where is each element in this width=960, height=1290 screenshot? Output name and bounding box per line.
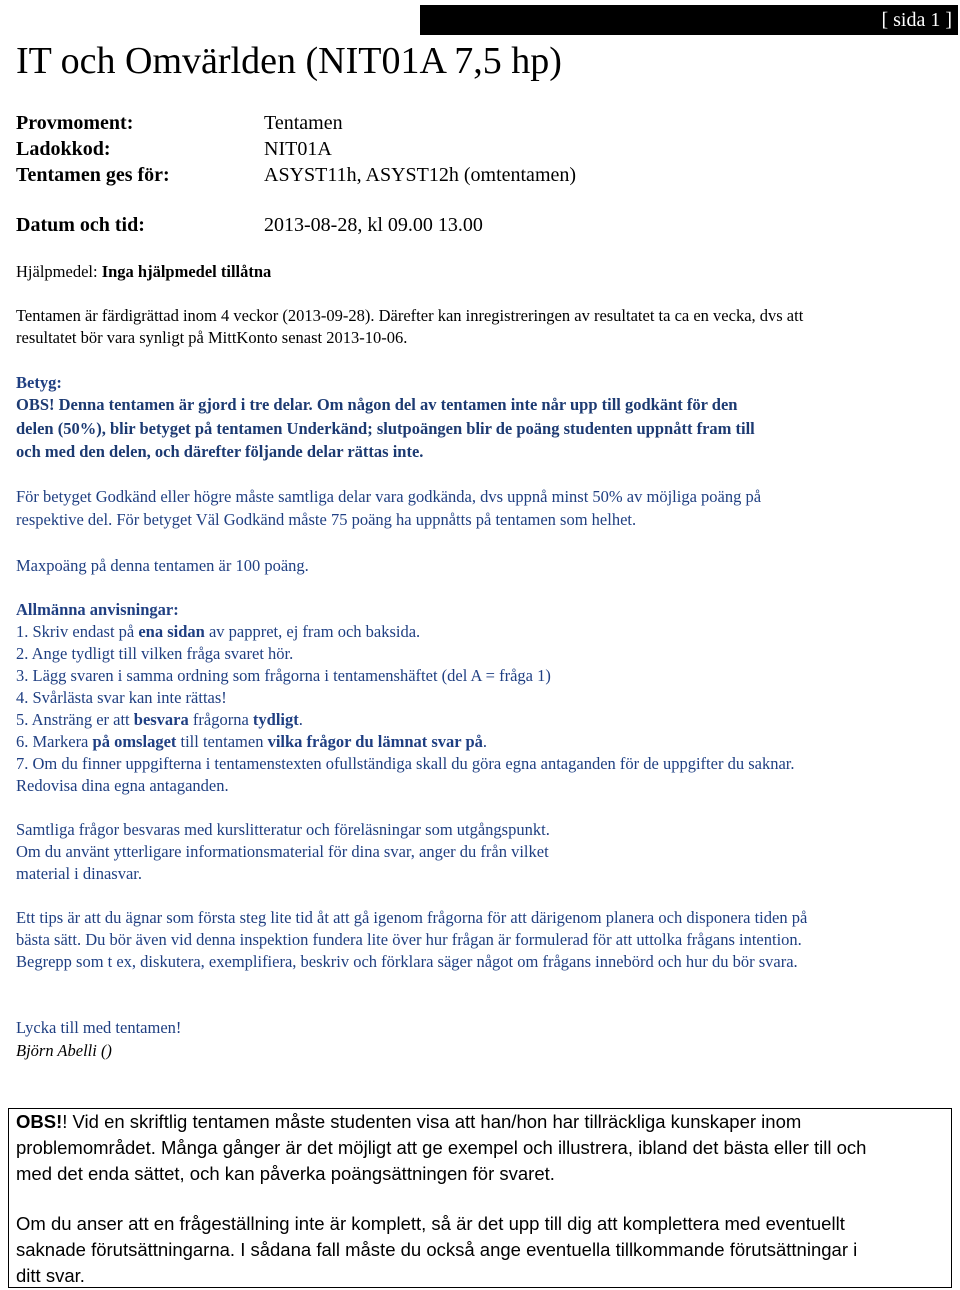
tips-line-3: Begrepp som t ex, diskutera, exemplifiera, beskriv och förklara säger något om frågans innebörd och hur du bör svara.	[16, 952, 798, 971]
tips-line-1: Ett tips är att du ägnar som första steg lite tid åt att gå igenom frågorna för att därigenom planera och disponera tiden på	[16, 908, 808, 927]
notice-box	[8, 1108, 952, 1288]
sources-line-3: material i dinasvar.	[16, 864, 142, 883]
page-title: IT och Omvärlden (NIT01A 7,5 hp)	[16, 40, 562, 82]
graded-line-1: Tentamen är färdigrättad inom 4 veckor (2013-09-28). Därefter kan inregistreringen av resultatet ta ca en vecka, dvs att	[16, 306, 804, 325]
graded-line-2: resultatet bör vara synligt på MittKonto senast 2013-10-06.	[16, 328, 408, 347]
page-label: [ sida 1 ]	[420, 5, 958, 35]
tips-line-2: bästa sätt. Du bör även vid denna inspektion fundera lite över hur frågan är formulerad för att uttolka frågans intention.	[16, 930, 802, 949]
meta-label-audience: Tentamen ges för:	[16, 164, 170, 186]
obs-line-1	[16, 394, 737, 416]
instruction-6-d: vilka frågor du lämnat svar på	[267, 732, 483, 751]
instruction-6-b: på omslaget	[92, 732, 177, 751]
date-value: 2013-08-28, kl 09.00 13.00	[264, 214, 483, 236]
instruction-5-a: 5. Ansträng er att	[16, 710, 134, 729]
grading-heading: Betyg:	[16, 373, 62, 392]
notice-line-5: saknade förutsättningarna. I sådana fall måste du också ange eventuella tillkommande förutsättningar i	[16, 1239, 858, 1260]
instruction-5-e: .	[298, 710, 303, 729]
obs-rule-start: Om någon del av tentamen inte når upp till godkänt för den	[316, 395, 738, 414]
meta-value-ladokkod: NIT01A	[264, 138, 332, 160]
instruction-6	[16, 731, 487, 753]
obs-three-parts: OBS! Denna tentamen är gjord i tre delar.	[16, 395, 313, 414]
notice-obs: OBS!	[16, 1111, 63, 1132]
godkand-line-2: respektive del. För betyget Väl Godkänd måste 75 poäng ha uppnåtts på tentamen som helhet.	[16, 510, 637, 529]
instruction-3: 3. Lägg svaren i samma ordning som frågorna i tentamenshäftet (del A = fråga 1)	[16, 666, 551, 685]
notice-line-4: Om du anser att en frågeställning inte är komplett, så är det upp till dig att komplettera med eventuellt	[16, 1213, 845, 1234]
godkand-line-1: För betyget Godkänd eller högre måste samtliga delar vara godkända, dvs uppnå minst 50% av möjliga poäng på	[16, 487, 762, 506]
instruction-1	[16, 621, 420, 643]
notice-line-1-rest: ! Vid en skriftlig tentamen måste studenten visa att han/hon har tillräckliga kunskaper inom	[62, 1111, 802, 1132]
instruction-5-c: frågorna	[188, 710, 253, 729]
obs-line-2: delen (50%), blir betyget på tentamen Underkänd; slutpoängen blir de poäng studenten uppnått fram till	[16, 419, 755, 438]
instruction-1-b: ena sidan	[138, 622, 205, 641]
meta-value-audience: ASYST11h, ASYST12h (omtentamen)	[264, 164, 577, 186]
instruction-5-d: tydligt	[252, 710, 299, 729]
notice-line-1	[16, 1109, 801, 1135]
date-label: Datum och tid:	[16, 214, 145, 236]
aids-value: Inga hjälpmedel tillåtna	[101, 262, 272, 281]
closing-greeting: Lycka till med tentamen!	[16, 1018, 182, 1037]
aids-line	[16, 261, 271, 283]
notice-line-6: ditt svar.	[16, 1265, 85, 1286]
meta-label-provmoment: Provmoment:	[16, 112, 134, 134]
instructions-heading: Allmänna anvisningar:	[16, 600, 179, 619]
instruction-6-e: .	[482, 732, 487, 751]
instruction-5-b: besvara	[133, 710, 189, 729]
max-points: Maxpoäng på denna tentamen är 100 poäng.	[16, 556, 309, 575]
instruction-1-c: av pappret, ej fram och baksida.	[204, 622, 421, 641]
sources-line-1: Samtliga frågor besvaras med kurslitteratur och föreläsningar som utgångspunkt.	[16, 820, 550, 839]
aids-label: Hjälpmedel:	[16, 262, 98, 281]
obs-line-3: och med den delen, och därefter följande delar rättas inte.	[16, 442, 424, 461]
instruction-4: 4. Svårlästa svar kan inte rättas!	[16, 688, 227, 707]
instruction-7-line-2: Redovisa dina egna antaganden.	[16, 776, 229, 795]
sources-line-2: Om du använt ytterligare informationsmaterial för dina svar, anger du från vilket	[16, 842, 549, 861]
instruction-2: 2. Ange tydligt till vilken fråga svaret hör.	[16, 644, 294, 663]
meta-label-ladokkod: Ladokkod:	[16, 138, 111, 160]
instruction-5	[16, 709, 303, 731]
instruction-1-a: 1. Skriv endast på	[16, 622, 139, 641]
notice-line-3: med det enda sättet, och kan påverka poängsättningen för svaret.	[16, 1163, 555, 1184]
instruction-7-line-1: 7. Om du finner uppgifterna i tentamenstexten ofullständiga skall du göra egna antaganden för de uppgifter du saknar.	[16, 754, 795, 773]
notice-line-2: problemområdet. Många gånger är det möjligt att ge exempel och illustrera, ibland det bästa eller till och	[16, 1137, 867, 1158]
instruction-6-a: 6. Markera	[16, 732, 93, 751]
instruction-6-c: till tentamen	[176, 732, 268, 751]
signature: Björn Abelli ()	[16, 1041, 112, 1060]
meta-value-provmoment: Tentamen	[264, 112, 343, 134]
